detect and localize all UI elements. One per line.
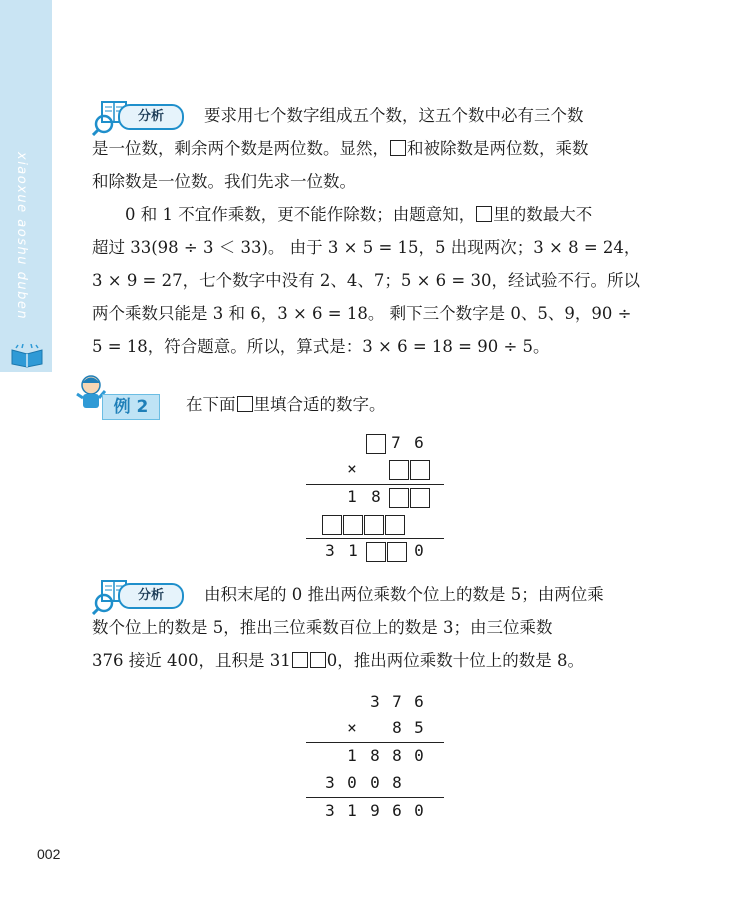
blank-box [366, 434, 386, 454]
times-sign: × [347, 459, 357, 478]
rule [306, 538, 444, 539]
digit: 0 [370, 773, 380, 792]
analysis1-line-1: 要求用七个数字组成五个数，这五个数中必有三个数 [204, 106, 584, 125]
example-2-prompt [186, 390, 386, 420]
analysis1-line-2b: 和被除数是两位数，乘数 [407, 139, 589, 158]
blank-box [237, 396, 253, 412]
digit: 8 [371, 487, 381, 506]
blank-box [310, 652, 326, 668]
analysis-paragraph-2 [92, 578, 672, 677]
page-number: 002 [37, 846, 61, 862]
analysis2-line-3a: 376 接近 400，且积是 31 [92, 651, 291, 670]
times-sign: × [347, 718, 357, 737]
blank-box [389, 488, 409, 508]
blank-box [385, 515, 405, 535]
example-2-label: 例 2 [102, 394, 160, 420]
example-2-prompt-a: 在下面 [186, 395, 236, 414]
digit: 9 [370, 801, 380, 820]
blank-box [364, 515, 384, 535]
analysis1-line-4a: 0 和 1 不宜作乘数，更不能作除数；由题意知， [125, 205, 476, 224]
digit: 7 [392, 692, 402, 711]
analysis1-line-5: 超过 33(98 ÷ 3 ＜ 33)。 由于 3 × 5 = 15，5 出现两次；3 × 8 = 24， [92, 238, 641, 257]
digit: 3 [325, 541, 335, 560]
analysis1-line-6: 3 × 9 = 27，七个数字中没有 2、4、7；5 × 6 = 30，经试验不行。所以 [92, 271, 640, 290]
analysis1-line-3: 和除数是一位数。我们先求一位数。 [92, 172, 356, 191]
rule [306, 484, 444, 485]
analysis2-line-3b: 0，推出两位乘数十位上的数是 8。 [326, 651, 584, 670]
digit: 6 [414, 692, 424, 711]
digit: 1 [347, 746, 357, 765]
analysis-paragraph-1 [92, 99, 672, 363]
digit: 0 [414, 801, 424, 820]
analysis1-line-4b: 里的数最大不 [493, 205, 593, 224]
digit: 8 [392, 718, 402, 737]
analysis-badge-label: 分析 [118, 104, 184, 130]
blank-box [389, 460, 409, 480]
open-book-icon [10, 344, 44, 368]
digit: 6 [414, 433, 424, 452]
blank-box [343, 515, 363, 535]
digit: 8 [392, 773, 402, 792]
blank-box [387, 542, 407, 562]
digit: 1 [347, 487, 357, 506]
analysis1-line-2a: 是一位数，剩余两个数是两位数。显然， [92, 139, 389, 158]
sidebar-label: xiaoxue aoshu duben [14, 152, 29, 321]
analysis-badge-label: 分析 [118, 583, 184, 609]
digit: 5 [414, 718, 424, 737]
digit: 0 [347, 773, 357, 792]
blank-box [410, 488, 430, 508]
analysis1-line-7: 两个乘数只能是 3 和 6，3 × 6 = 18。 剩下三个数字是 0、5、9，90 ÷ [92, 304, 632, 323]
rule [306, 742, 444, 743]
blank-box [322, 515, 342, 535]
digit: 6 [392, 801, 402, 820]
blank-box [390, 140, 406, 156]
blank-box [410, 460, 430, 480]
blank-box [366, 542, 386, 562]
digit: 8 [370, 746, 380, 765]
digit: 1 [348, 541, 358, 560]
rule [306, 797, 444, 798]
blank-box [476, 206, 492, 222]
analysis2-line-2: 数个位上的数是 5，推出三位乘数百位上的数是 3；由三位乘数 [92, 618, 553, 637]
example-2-prompt-b: 里填合适的数字。 [253, 395, 386, 414]
digit: 8 [392, 746, 402, 765]
digit: 3 [325, 801, 335, 820]
digit: 0 [414, 746, 424, 765]
analysis1-line-8: 5 = 18，符合题意。所以，算式是：3 × 6 = 18 = 90 ÷ 5。 [92, 337, 550, 356]
sidebar-band [0, 0, 52, 372]
digit: 7 [391, 433, 401, 452]
digit: 0 [414, 541, 424, 560]
blank-box [292, 652, 308, 668]
digit: 1 [347, 801, 357, 820]
digit: 3 [370, 692, 380, 711]
analysis2-line-1: 由积末尾的 0 推出两位乘数个位上的数是 5；由两位乘 [204, 585, 604, 604]
digit: 3 [325, 773, 335, 792]
